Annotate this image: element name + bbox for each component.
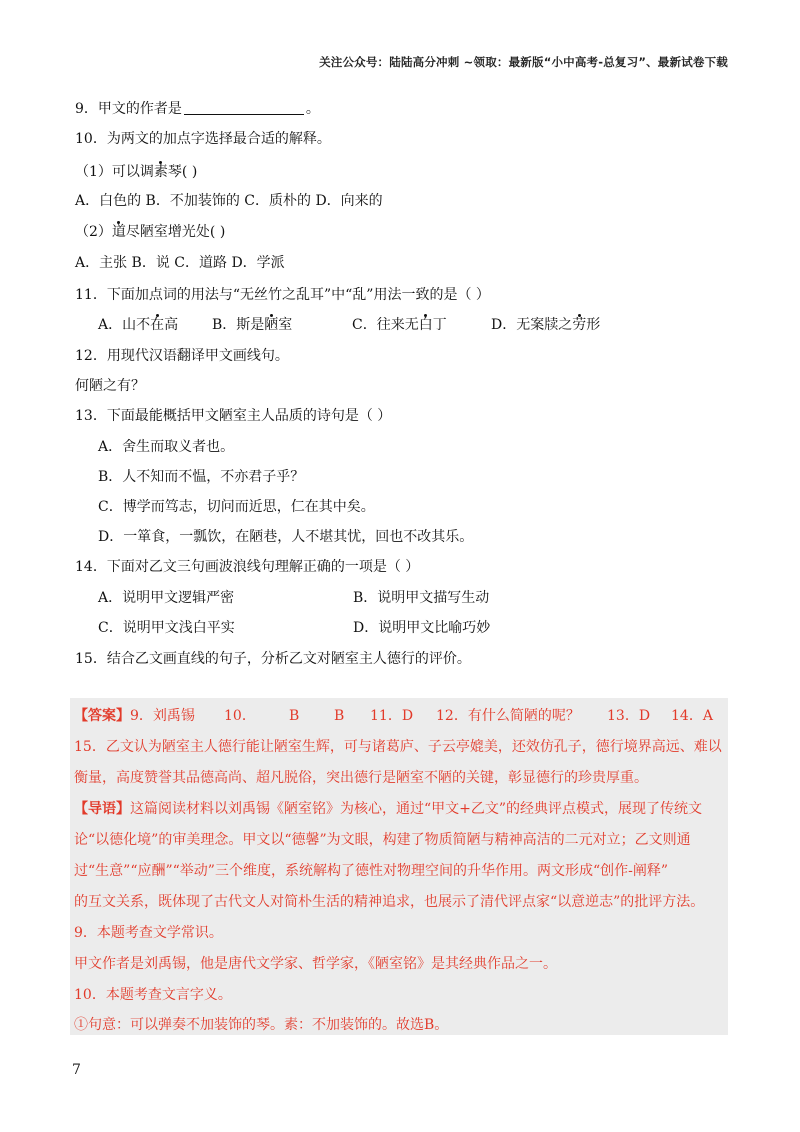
- opt-text: B．斯是: [212, 317, 265, 333]
- option-a: [98, 316, 178, 334]
- dotted-char: 道: [111, 224, 126, 240]
- question-10-sub2-options: A．主张 B．说 C．道路 D．学派: [75, 255, 285, 271]
- question-11-stem: 11．下面加点词的用法与“无丝竹之乱耳”中“乱”用法一致的是（ ）: [75, 287, 490, 303]
- q10-sub2-text-b: 尽陋室增光处( ): [125, 224, 226, 240]
- q9-suffix: 。: [305, 101, 320, 117]
- option-a: A．说明甲文逻辑严密: [98, 590, 235, 606]
- option-d: D．一箪食，一瓢饮，在陋巷，人不堪其忧，回也不改其乐。: [98, 529, 474, 545]
- guide-text: 这篇阅读材料以刘禹锡《陋室铭》为核心，通过“甲文+乙文”的经典评点模式，展现了传统文: [130, 801, 703, 817]
- question-10-sub1-options: A．白色的 B．不加装饰的 C．质朴的 D．向来的: [75, 193, 383, 209]
- answer-13: 13．D: [607, 708, 651, 724]
- opt-text: D．无案牍之: [491, 317, 573, 333]
- question-10-stem: 10．为两文的加点字选择最合适的解释。: [75, 131, 331, 147]
- answer-tag: 【答案】: [74, 708, 130, 724]
- guide-line-2: 论“以德化境”的审美理念。甲文以“德馨”为文眼，构建了物质简陋与精神高洁的二元对立；乙文则通: [74, 832, 691, 848]
- answer-section: [70, 698, 728, 1035]
- answer-14: 14．A: [671, 708, 713, 724]
- option-d: [491, 316, 600, 334]
- question-10-sub2: [75, 223, 225, 241]
- guide-line-3: 过“生意”“应酬”“举动”三个维度，系统解构了德性对物理空间的升华作用。两文形成“创作-阐释”: [74, 863, 668, 879]
- answer-key-line: [74, 707, 724, 725]
- question-13-stem: 13．下面最能概括甲文陋室主人品质的诗句是（ ）: [75, 408, 392, 424]
- option-c: C．博学而笃志，切问而近思，仁在其中矣。: [98, 499, 375, 515]
- q10-sub2-text-a: （2）: [75, 224, 112, 240]
- opt-text: A．山不: [98, 317, 151, 333]
- option-a: A．舍生而取义者也。: [98, 439, 235, 455]
- page-header: 关注公众号：陆陆高分冲刺 ~领取：最新版“小中高考-总复习”、最新试卷下载: [319, 55, 728, 69]
- dotted-char: 劳: [572, 317, 587, 333]
- dotted-char: 素: [153, 164, 168, 180]
- option-b: B．人不知而不愠，不亦君子乎？: [98, 469, 305, 485]
- q10-sub1-text-a: （1）可以调: [75, 164, 154, 180]
- question-12-sentence: 何陋之有？: [75, 378, 145, 394]
- explain-10-line-2: ①句意：可以弹奏不加装饰的琴。素：不加装饰的。故选B。: [74, 1017, 449, 1033]
- question-10-sub1: [75, 163, 197, 181]
- answer-10-2: B: [334, 708, 345, 724]
- dotted-char: 在: [150, 317, 165, 333]
- answer-10-1: B: [289, 708, 300, 724]
- opt-text: 室: [278, 317, 293, 333]
- answer-blank: [184, 100, 304, 115]
- option-d: D．说明甲文比喻巧妙: [353, 620, 491, 636]
- opt-text: 高: [164, 317, 179, 333]
- question-9: [75, 100, 320, 118]
- answer-10-label: 10．: [224, 708, 256, 724]
- opt-text: C．往来无: [352, 317, 419, 333]
- answer-9: 9．刘禹锡: [130, 708, 195, 724]
- opt-text: 形: [586, 317, 601, 333]
- option-c: C．说明甲文浅白平实: [98, 620, 235, 636]
- question-15-stem: 15．结合乙文画直线的句子，分析乙文对陋室主人德行的评价。: [75, 651, 471, 667]
- answer-15-line-1: 15．乙文认为陋室主人德行能让陋室生辉，可与诸葛庐、子云亭媲美，还效仿孔子，德行境界高远、难以: [74, 739, 722, 755]
- guide-line-1: [74, 800, 702, 818]
- page-number: 7: [72, 1062, 81, 1078]
- explain-10-line-1: 10．本题考查文言字义。: [74, 987, 232, 1003]
- option-b: B．说明甲文描写生动: [353, 590, 490, 606]
- option-b: [212, 316, 292, 334]
- q9-prefix: 9．甲文的作者是: [75, 101, 182, 117]
- answer-12: 12．有什么简陋的呢？: [436, 708, 580, 724]
- explain-9-line-2: 甲文作者是刘禹锡，他是唐代文学家、哲学家，《陋室铭》是其经典作品之一。: [74, 956, 557, 972]
- answer-15-line-2: 衡量，高度赞誉其品德高尚、超凡脱俗，突出德行是陋室不陋的关键，彰显德行的珍贵厚重。: [74, 770, 648, 786]
- guide-line-4: 的互文关系，既体现了古代文人对简朴生活的精神追求，也展示了清代评点家“以意逆志”的批评方法。: [74, 894, 705, 910]
- opt-text: 丁: [432, 317, 447, 333]
- q10-sub1-text-b: 琴( ): [167, 164, 198, 180]
- question-14-stem: 14．下面对乙文三句画波浪线句理解正确的一项是（ ）: [75, 559, 420, 575]
- guide-tag: 【导语】: [74, 801, 130, 817]
- dotted-char: 白: [418, 317, 433, 333]
- answer-11: 11．D: [370, 708, 414, 724]
- question-12-stem: 12．用现代汉语翻译甲文画线句。: [75, 348, 289, 364]
- option-c: [352, 316, 447, 334]
- explain-9-line-1: 9．本题考查文学常识。: [74, 925, 223, 941]
- dotted-char: 陋: [264, 317, 279, 333]
